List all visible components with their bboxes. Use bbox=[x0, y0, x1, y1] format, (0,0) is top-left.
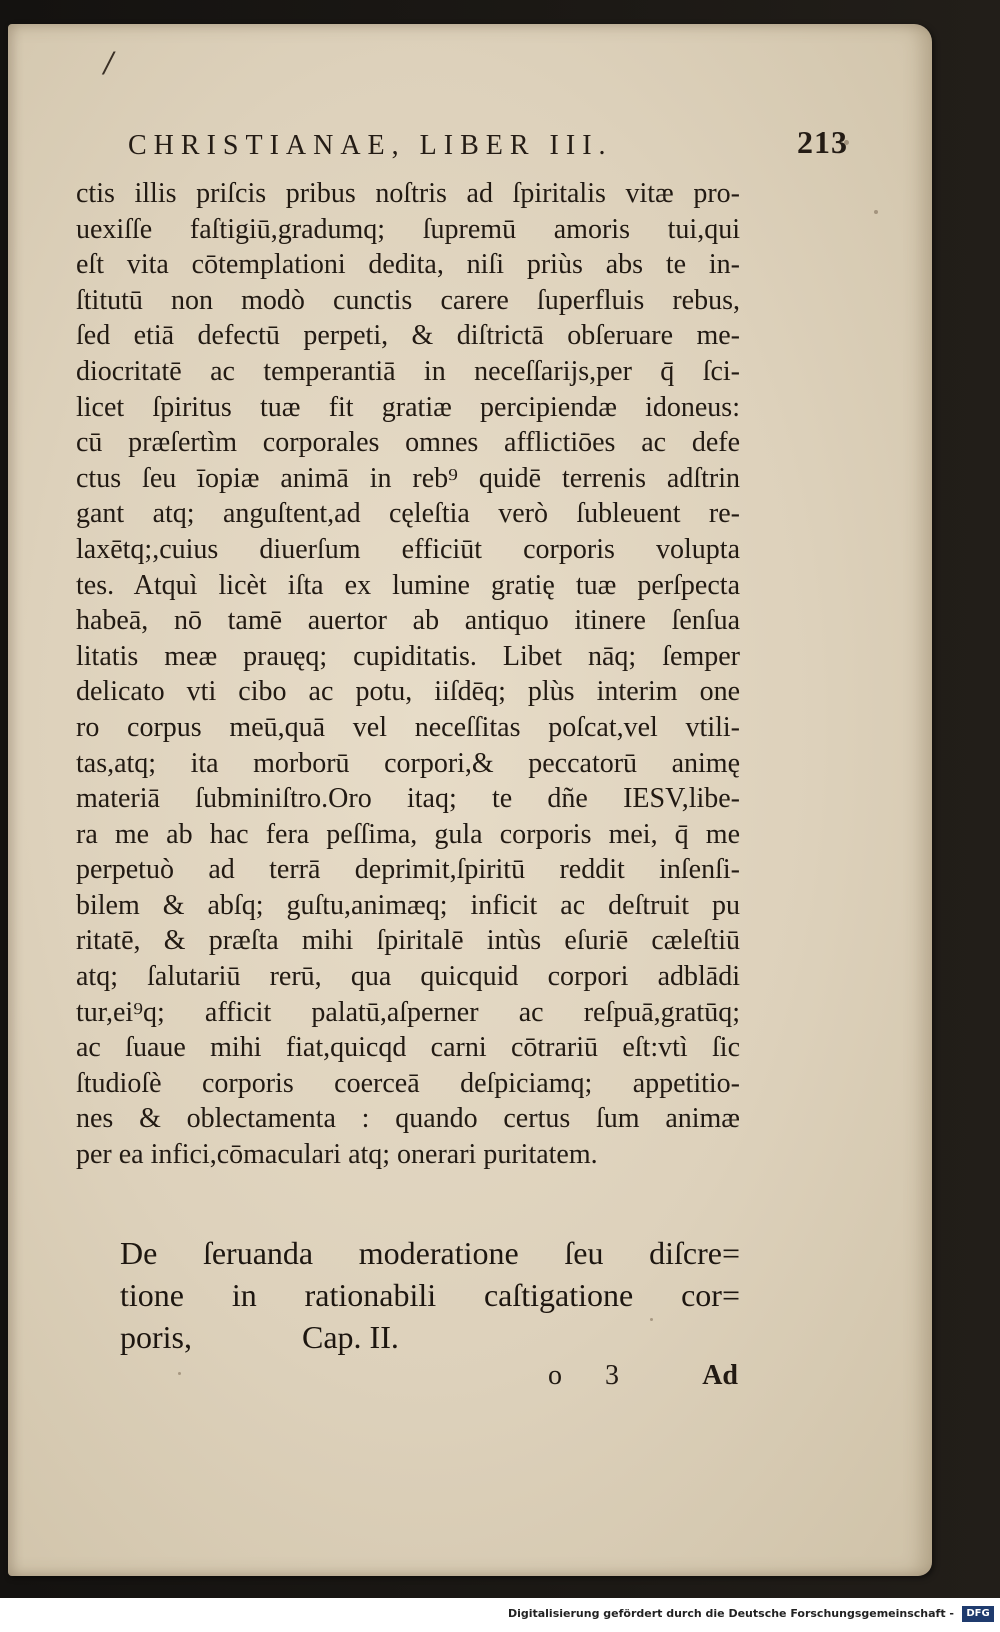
dfg-logo: DFG bbox=[962, 1606, 994, 1622]
text-line: ctis illis priſcis pribus noſtris ad ſpiritalis vitæ pro- bbox=[76, 178, 740, 209]
chapter-number: Cap. II. bbox=[302, 1319, 399, 1355]
text-line: per ea infici,cōmaculari atq; onerari puritatem. bbox=[76, 1139, 598, 1171]
manuscript-mark: / bbox=[104, 46, 114, 79]
text-line: litatis meæ prauęq; cupiditatis. Libet nāq; ſemper bbox=[76, 640, 740, 672]
chapter-heading-line: tione in rationabili caſtigatione cor= bbox=[120, 1277, 740, 1313]
text-line: materiā ſubminiſtro.Oro itaq; te dñe IESV,libe- bbox=[76, 783, 740, 815]
text-line: eſt vita cōtemplationi dedita, niſi priùs abs te in- bbox=[76, 249, 740, 281]
text-line: laxētq;,cuius diuerſum efficiūt corporis volupta bbox=[76, 533, 740, 565]
folio-number: 213 bbox=[797, 124, 848, 160]
running-head bbox=[128, 124, 848, 174]
text-line: perpetuò ad terrā deprimit,ſpiritū reddit inſenſi- bbox=[76, 854, 740, 886]
text-line: bilem & abſq; guſtu,animæq; inficit ac deſtruit pu bbox=[76, 889, 740, 921]
paper-speck bbox=[874, 210, 878, 214]
text-line: diocritatē ac temperantiā in neceſſarijs,per q̄ ſci- bbox=[76, 355, 740, 387]
text-line: gant atq; anguſtent,ad cęleſtia verò ſubleuent re- bbox=[76, 498, 740, 530]
text-line: ſtudioſè corporis coerceā deſpiciamq; appetitio- bbox=[76, 1067, 740, 1099]
text-line: ſtitutū non modò cunctis carere ſuperfluis rebus, bbox=[76, 284, 740, 316]
text-line: ro corpus meū,quā vel neceſſitas poſcat,vel vtili- bbox=[76, 711, 740, 743]
chapter-heading bbox=[120, 1232, 740, 1358]
text-line: licet ſpiritus tuæ fit gratiæ percipiendæ idoneus: bbox=[76, 391, 740, 423]
signature-line bbox=[548, 1360, 738, 1400]
text-line: delicato vti cibo ac potu, iiſdēq; plùs interim one bbox=[76, 676, 740, 708]
text-line: tas,atq; ita morborū corpori,& peccatorū animę bbox=[76, 747, 740, 779]
chapter-heading-line-text: poris, bbox=[120, 1319, 192, 1355]
text-line: ac ſuaue mihi fiat,quicqd carni cōtrariū eſt:vtì ſic bbox=[76, 1032, 740, 1064]
text-line: uexiſſe faſtigiū,gradumq; ſupremū amoris tui,qui bbox=[76, 213, 740, 245]
signature-mark: o 3 bbox=[548, 1360, 637, 1391]
text-line: ſed etiā defectū perpeti, & diſtrictā obſeruare me- bbox=[76, 320, 740, 352]
text-line: tur,ei⁹q; afficit palatū,aſperner ac reſpuā,gratūq; bbox=[76, 996, 740, 1028]
funding-credit: Digitalisierung gefördert durch die Deutsche Forschungsgemeinschaft - bbox=[507, 1607, 954, 1620]
running-head-title: CHRISTIANAE, LIBER III. bbox=[128, 130, 613, 161]
text-line: ra me ab hac fera peſſima, gula corporis mei, q̄ me bbox=[76, 818, 740, 850]
text-line: nes & oblectamenta : quando certus ſum animæ bbox=[76, 1103, 740, 1135]
paper-speck bbox=[178, 1372, 181, 1375]
text-line: tes. Atquì licèt iſta ex lumine gratię tuæ perſpecta bbox=[76, 569, 740, 601]
text-line: habeā, nō tamē auertor ab antiquo itinere ſenſua bbox=[76, 605, 740, 637]
chapter-heading-line bbox=[120, 1316, 740, 1358]
footer-bar bbox=[0, 1598, 1000, 1632]
chapter-heading-line: De ſeruanda moderatione ſeu diſcre= bbox=[120, 1235, 740, 1271]
text-line: atq; ſalutariū rerū, qua quicquid corpori adblādi bbox=[76, 961, 740, 993]
text-line: ctus ſeu īopiæ animā in reb⁹ quidē terrenis adſtrin bbox=[76, 462, 740, 494]
text-line: cū præſertìm corporales omnes afflictiōes ac defe bbox=[76, 427, 740, 459]
body-text bbox=[76, 176, 740, 1173]
text-line: ritatē, & præſta mihi ſpiritalē intùs eſuriē cæleſtiū bbox=[76, 925, 740, 957]
catchword: Ad bbox=[702, 1360, 738, 1391]
